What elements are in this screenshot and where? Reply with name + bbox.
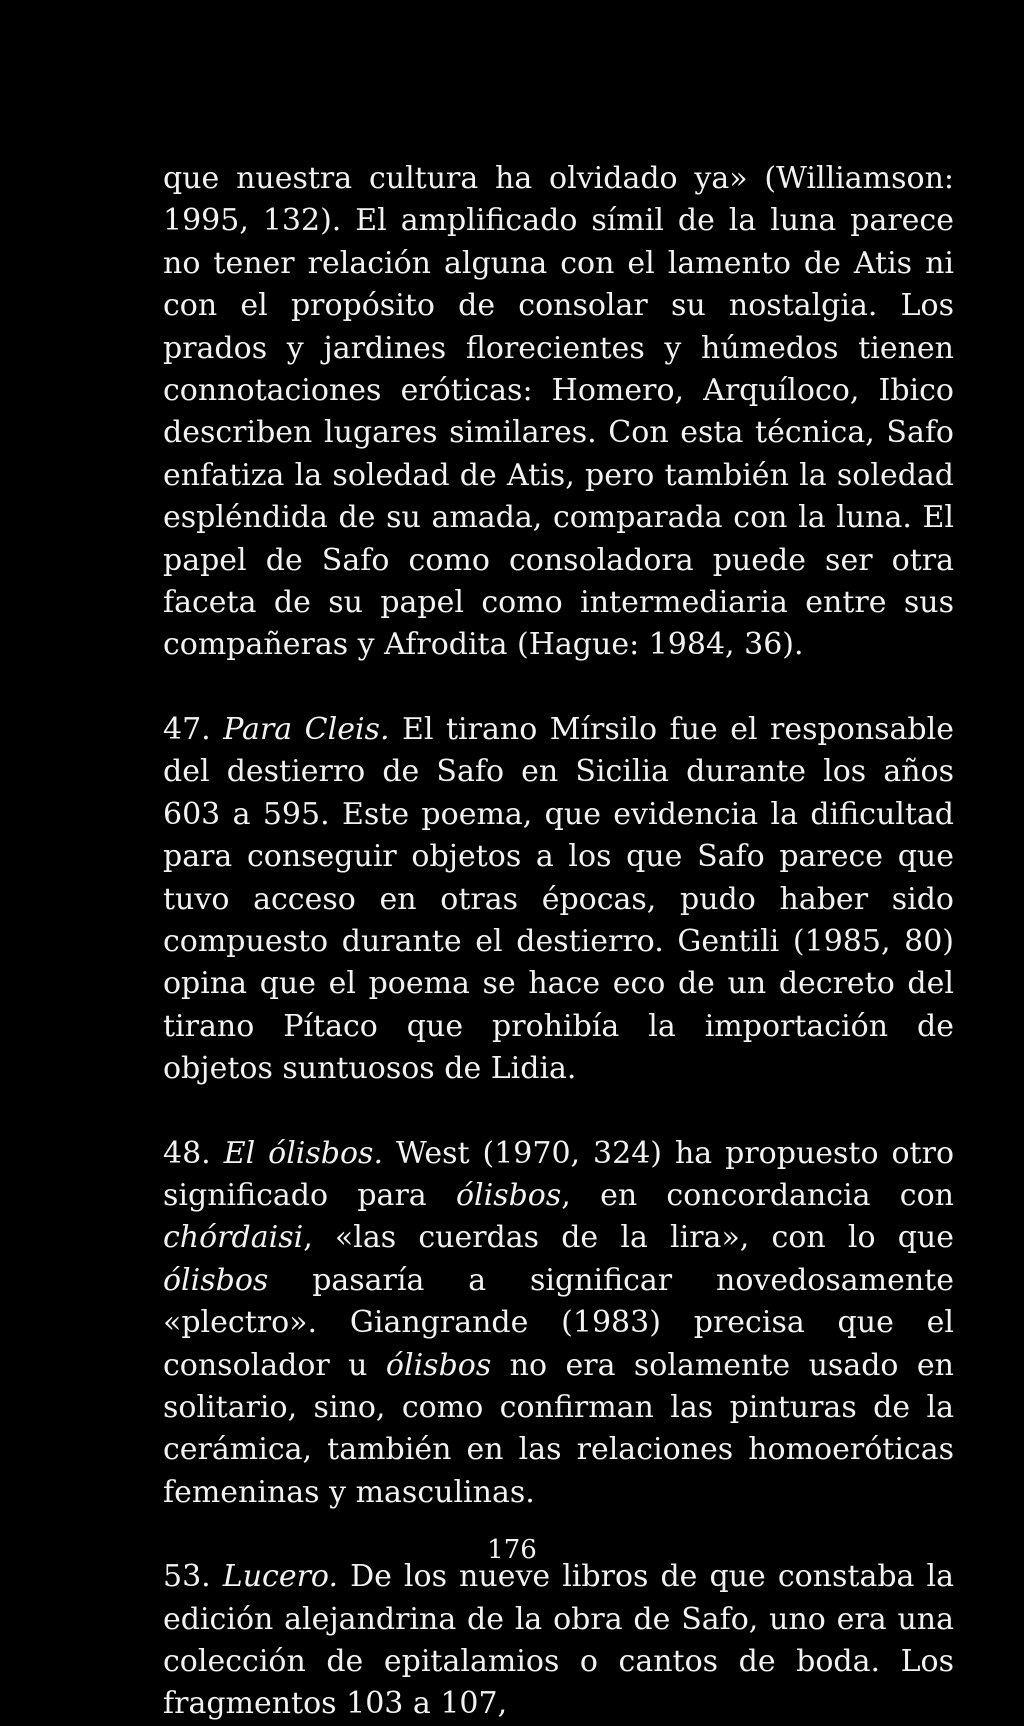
note-53 — [163, 1556, 954, 1726]
note-53-text: De los nueve libros de que constaba la edición alejandrina de la obra de Safo, uno era una colección de epitalamios o cantos de boda. Los fragmentos 103 a 107, — [163, 1559, 954, 1722]
note-48-term-2: chórdaisi — [163, 1220, 304, 1256]
note-48-number: 48. — [163, 1135, 211, 1171]
note-48-text-1: West (1970, 324) ha propuesto otro significado para — [163, 1135, 955, 1213]
note-48-text-3: , «las cuerdas de la lira», con lo que — [303, 1220, 954, 1256]
intro-text: que nuestra cultura ha olvidado ya» (Williamson: 1995, 132). El amplificado símil de la luna parece no tener relación alguna con el lamento de Atis ni con el propósito de consolar su nostalgia. Los prados y jardines florecientes y húmedos tienen connotaciones eróticas: Homero, Arquíloco, Ibico describen lugares similares. Con esta técnica, Safo enfatiza la soledad de Atis, pero también la soledad espléndida de su amada, comparada con la luna. El papel de Safo como consoladora puede ser otra faceta de su papel como intermediaria entre sus compañeras y Afrodita (Hague: 1984, 36). — [163, 161, 954, 663]
page-number: 176 — [487, 1535, 537, 1565]
note-48-title: El ólisbos. — [223, 1135, 383, 1171]
note-53-number: 53. — [163, 1559, 211, 1595]
note-48-term-1: ólisbos — [455, 1177, 562, 1213]
note-48-text-2: , en concordancia con — [561, 1177, 954, 1213]
note-47-title: Para Cleis. — [223, 711, 390, 747]
intro-paragraph — [163, 158, 954, 667]
note-48-term-4: ólisbos — [385, 1347, 492, 1383]
note-48-text-5: no era solamente usado en solitario, sino, como confirman las pinturas de la cerámica, también en las relaciones homoeróticas femeninas y masculinas. — [163, 1347, 954, 1510]
page-body — [163, 158, 954, 1726]
note-48-text-4: pasaría a significar novedosamente «plectro». Giangrande (1983) precisa que el consolador u — [163, 1262, 954, 1383]
note-47-number: 47. — [163, 711, 211, 747]
note-53-title: Lucero. — [222, 1559, 338, 1595]
note-48 — [163, 1133, 954, 1515]
note-47-text: El tirano Mírsilo fue el responsable del destierro de Safo en Sicilia durante los años 603 a 595. Este poema, que evidencia la dificultad para conseguir objetos a los que Safo parece que tuvo acceso en otras épocas, pudo haber sido compuesto durante el destierro. Gentili (1985, 80) opina que el poema se hace eco de un decreto del tirano Pítaco que prohibía la importación de objetos suntuosos de Lidia. — [163, 711, 954, 1087]
note-48-term-3: ólisbos — [163, 1262, 269, 1298]
note-47 — [163, 709, 954, 1091]
